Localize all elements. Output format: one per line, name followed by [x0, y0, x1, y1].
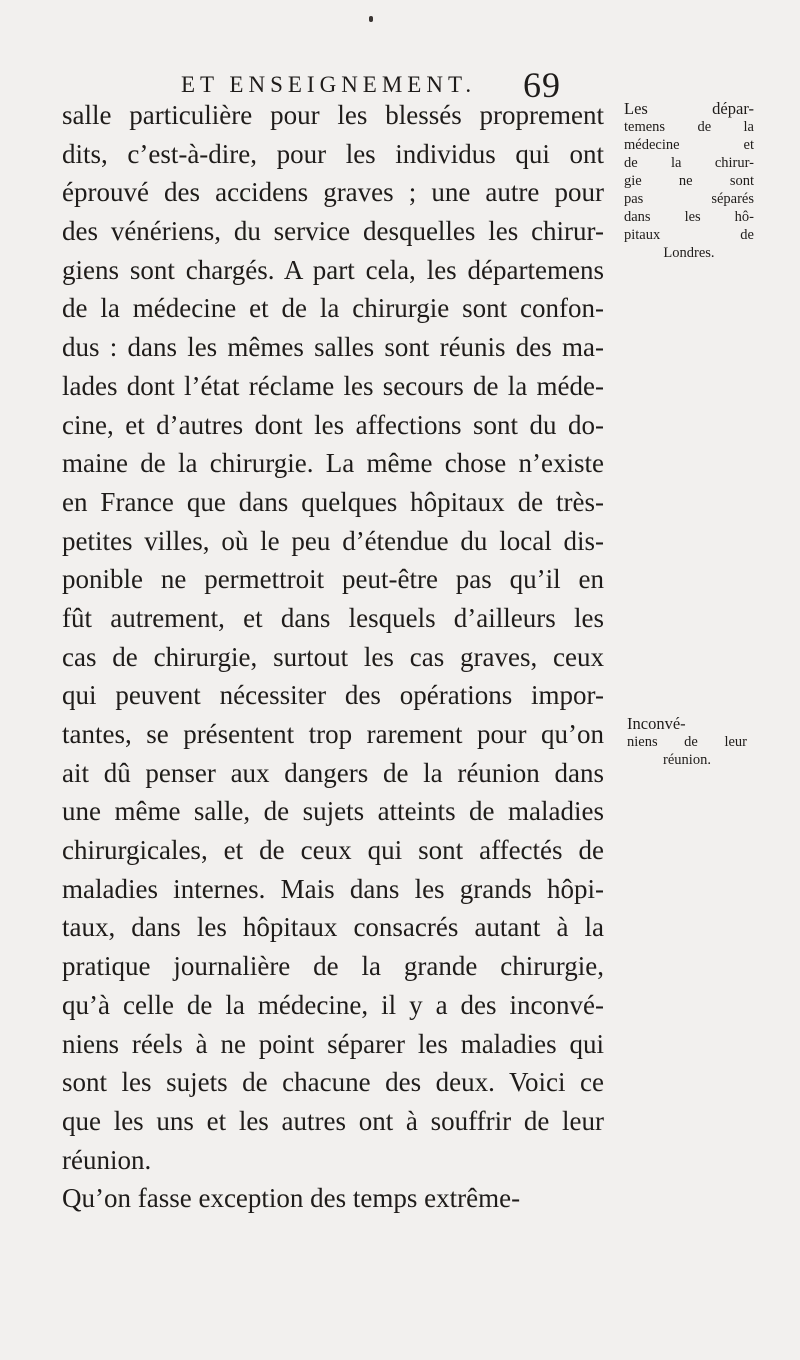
- text-line: salle particulière pour les blessés proprement: [62, 100, 604, 130]
- text-line: dus : dans les mêmes salles sont réunis des ma-: [62, 332, 604, 363]
- margin-note-departments: [624, 100, 754, 262]
- text-line: fût autrement, et dans lesquels d’ailleurs les: [62, 602, 604, 633]
- text-line: giens sont chargés. A part cela, les départemens: [62, 254, 604, 285]
- text-line: cas de chirurgie, surtout les cas graves, ceux: [62, 641, 604, 672]
- text-line: éprouvé des accidens graves ; une autre pour: [62, 177, 604, 208]
- text-line: une même salle, de sujets atteints de maladies: [62, 796, 604, 827]
- text-line: lades dont l’état réclame les secours de la méde-: [62, 370, 604, 401]
- text-line: que les uns et les autres ont à souffrir de leur: [62, 1105, 604, 1136]
- margin-note-line: de la chirur-: [624, 155, 754, 171]
- margin-note-line: Londres.: [663, 245, 715, 261]
- text-line: niens réels à ne point séparer les maladies qui: [62, 1028, 604, 1059]
- text-line: ponible ne permettroit peut-être pas qu’il en: [62, 564, 604, 595]
- margin-note-line: Les dépar-: [624, 99, 754, 118]
- margin-note-line: réunion.: [663, 752, 711, 768]
- margin-note-line: dans les hô-: [624, 209, 754, 225]
- margin-note-line: Inconvé-: [627, 714, 686, 733]
- text-line: dits, c’est-à-dire, pour les individus qui ont: [62, 138, 604, 169]
- margin-note-line: niens de leur: [627, 734, 747, 750]
- margin-note-line: médecine et: [624, 137, 754, 153]
- running-head: ET ENSEIGNEMENT.: [181, 72, 477, 97]
- text-line: Qu’on fasse exception des temps extrême-: [62, 1183, 521, 1214]
- text-line: maine de la chirurgie. La même chose n’existe: [62, 448, 604, 479]
- text-line: ait dû penser aux dangers de la réunion dans: [62, 757, 604, 788]
- margin-note-line: pitaux de: [624, 227, 754, 243]
- text-line: petites villes, où le peu d’étendue du local dis-: [62, 525, 604, 556]
- text-line: de la médecine et de la chirurgie sont confon-: [62, 293, 604, 324]
- text-line: sont les sujets de chacune des deux. Voici ce: [62, 1067, 604, 1098]
- text-line: chirurgicales, et de ceux qui sont affectés de: [62, 835, 604, 866]
- margin-note-line: pas séparés: [624, 191, 754, 207]
- text-line: cine, et d’autres dont les affections sont du do-: [62, 409, 604, 440]
- ink-speck: [369, 16, 373, 22]
- page-number: 69: [523, 65, 561, 105]
- text-line: des vénériens, du service desquelles les chirur-: [62, 216, 604, 247]
- margin-note-line: gie ne sont: [624, 173, 754, 189]
- text-line: tantes, se présentent trop rarement pour qu’on: [62, 719, 604, 749]
- margin-note-inconveniences: [627, 715, 747, 769]
- margin-note-line: temens de la: [624, 119, 754, 135]
- text-line: taux, dans les hôpitaux consacrés autant à la: [62, 912, 604, 943]
- text-line: en France que dans quelques hôpitaux de très-: [62, 486, 604, 517]
- text-line: réunion.: [62, 1144, 152, 1175]
- body-text: [62, 96, 604, 1218]
- text-line: qu’à celle de la médecine, il y a des inconvé-: [62, 989, 604, 1020]
- text-line: qui peuvent nécessiter des opérations impor-: [62, 680, 604, 711]
- text-line: maladies internes. Mais dans les grands hôpi-: [62, 873, 604, 904]
- text-line: pratique journalière de la grande chirurgie,: [62, 951, 604, 982]
